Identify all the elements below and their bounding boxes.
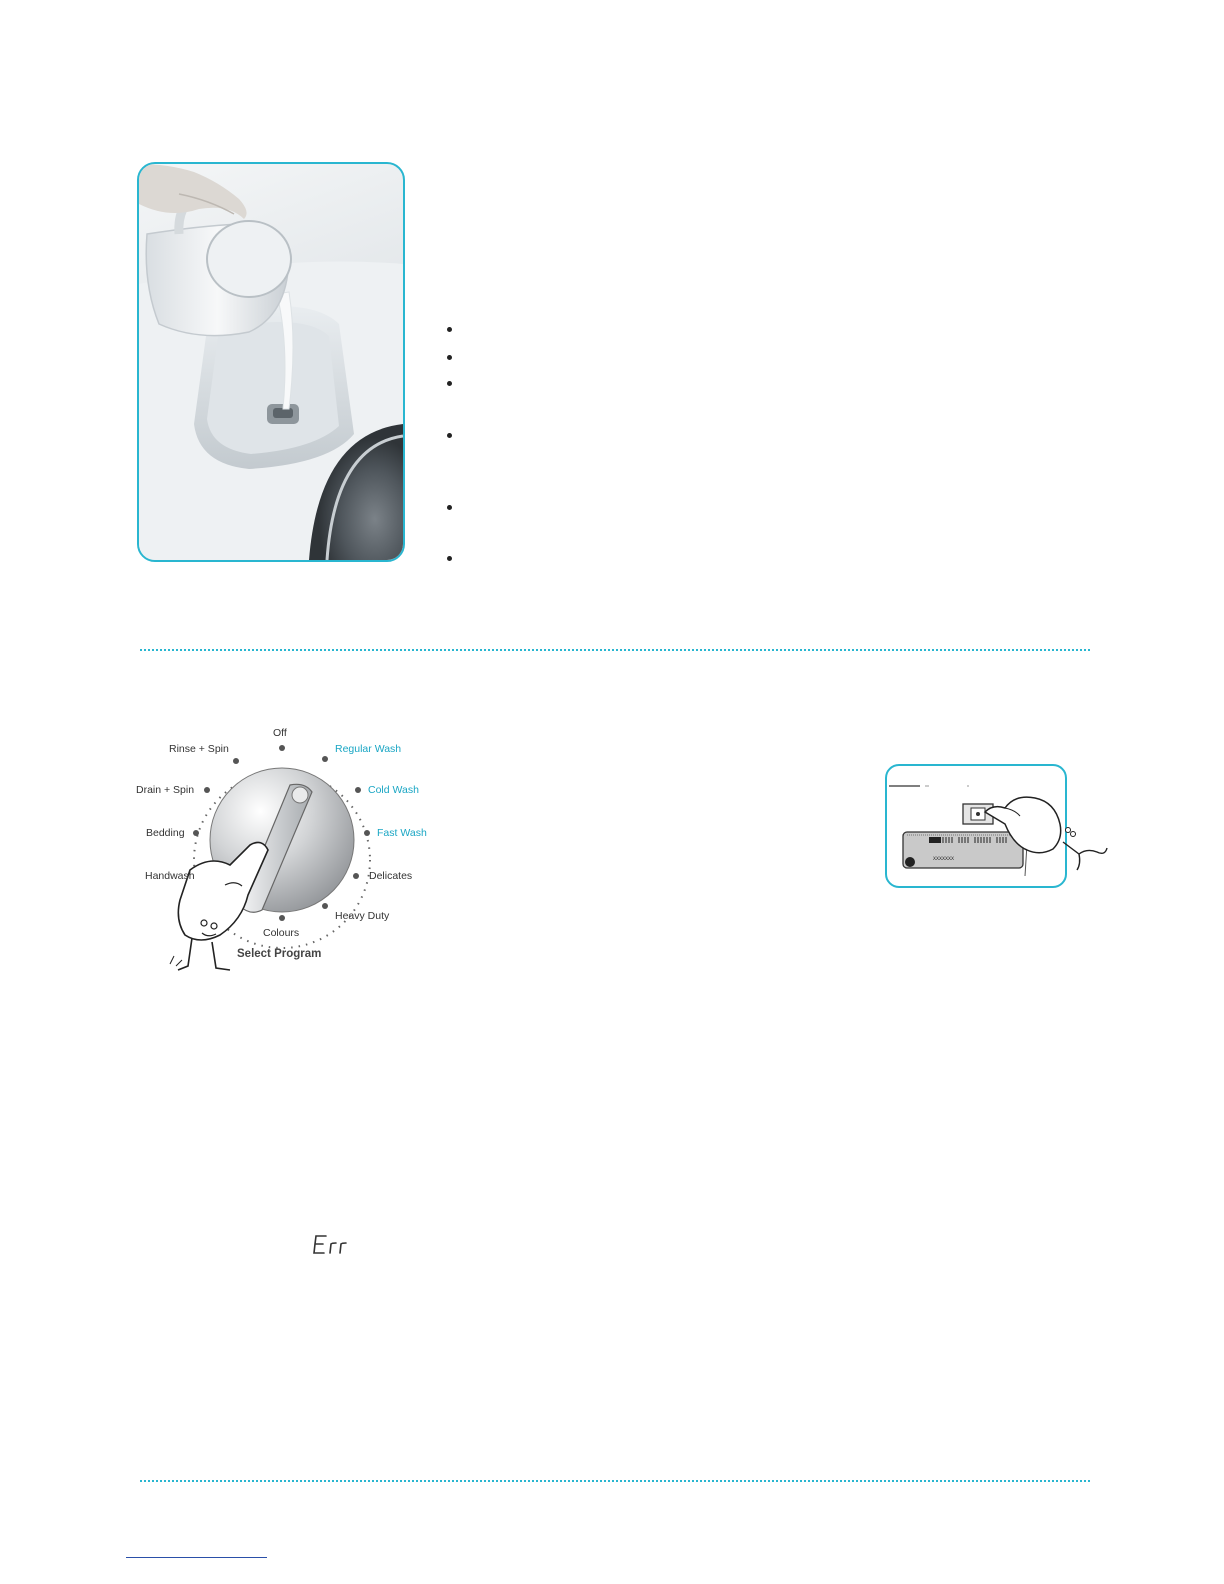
dial-label-handwash: Handwash bbox=[145, 870, 195, 882]
bullet-point bbox=[447, 556, 452, 561]
dial-label-colours: Colours bbox=[263, 927, 300, 939]
error-code-display bbox=[312, 1232, 352, 1258]
dial-label-delicates: Delicates bbox=[369, 870, 413, 882]
dial-label-heavy-duty: Heavy Duty bbox=[335, 910, 390, 922]
bullet-point bbox=[447, 355, 452, 360]
program-dial-figure bbox=[130, 720, 440, 985]
dial-label-drain-spin: Drain + Spin bbox=[136, 784, 195, 796]
rating-plate-text: XXXXXXX bbox=[933, 856, 955, 862]
dial-label-rinse-spin: Rinse + Spin bbox=[169, 743, 229, 755]
dial-label-fast-wash: Fast Wash bbox=[377, 827, 427, 839]
control-panel-illustration bbox=[885, 764, 1115, 888]
dial-label-cold-wash: Cold Wash bbox=[368, 784, 419, 796]
seven-segment-err bbox=[312, 1232, 352, 1258]
dial-label-bedding: Bedding bbox=[146, 827, 185, 839]
bullet-point bbox=[447, 433, 452, 438]
program-dial-illustration bbox=[130, 720, 440, 985]
bullet-point bbox=[447, 381, 452, 386]
control-panel-figure bbox=[885, 764, 1067, 888]
dial-label-off: Off bbox=[273, 727, 287, 739]
detergent-pour-photo bbox=[137, 162, 405, 562]
detergent-pour-illustration bbox=[139, 164, 403, 560]
footer-link[interactable] bbox=[126, 1557, 267, 1558]
dial-label-regular-wash: Regular Wash bbox=[335, 743, 402, 755]
section-divider bbox=[140, 649, 1090, 651]
bullet-point bbox=[447, 505, 452, 510]
section-divider-bottom bbox=[140, 1480, 1090, 1482]
dial-caption: Select Program bbox=[237, 948, 322, 960]
bullet-point bbox=[447, 327, 452, 332]
